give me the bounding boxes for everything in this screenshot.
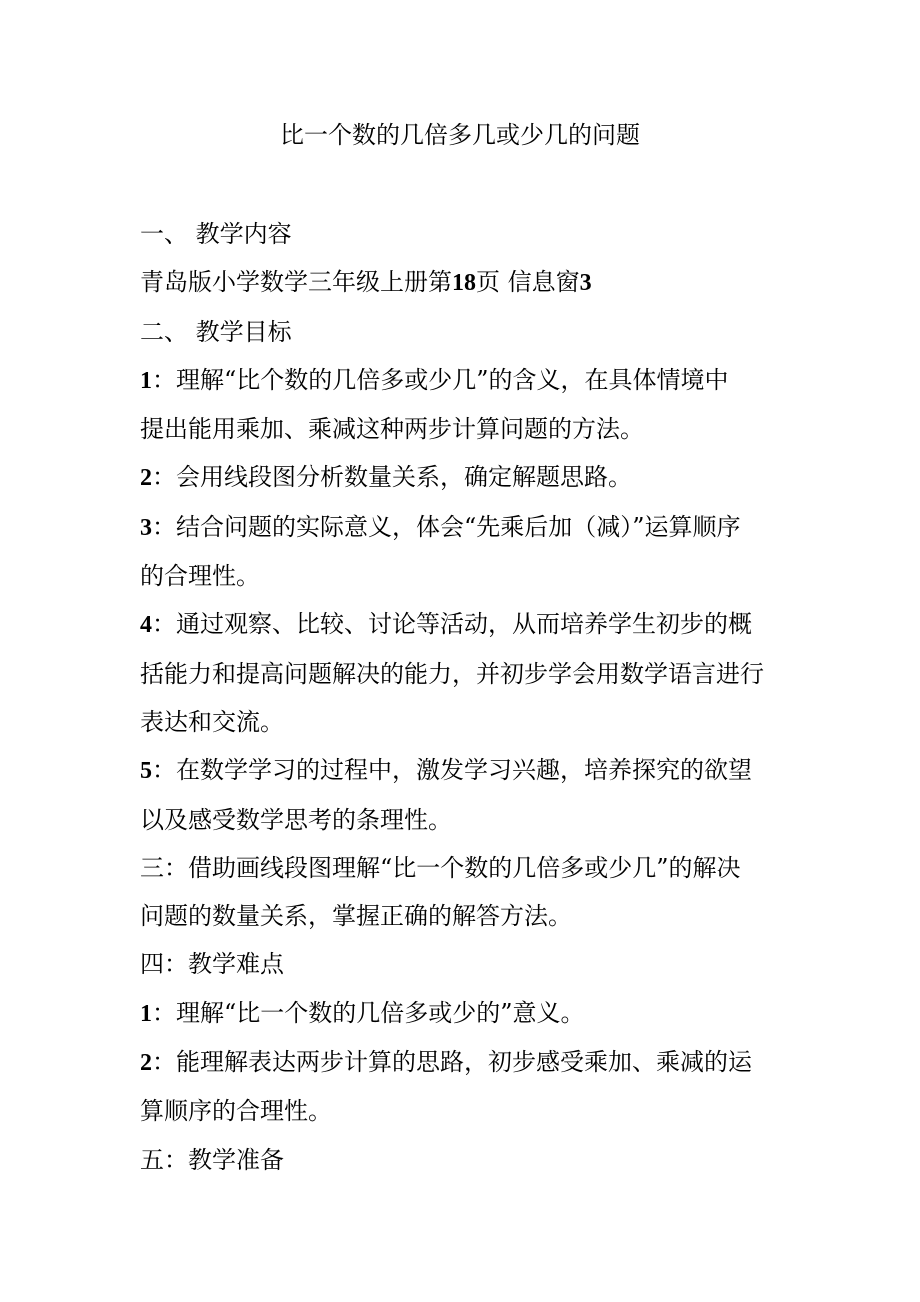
difficulty-item-1: 1：理解“比一个数的几倍多或少的”意义。 [140,998,585,1027]
document-title: 比一个数的几倍多几或少几的问题 [280,121,640,149]
goal-item-2: 2：会用线段图分析数量关系，确定解题思路。 [140,463,632,492]
goal-item-4-cont2: 表达和交流。 [140,707,284,736]
section-heading-goals: 二、 教学目标 [140,317,292,346]
section-heading-content: 一、 教学内容 [140,220,292,248]
goal-item-1-cont: 提出能用乘加、乘减这种两步计算问题的方法。 [140,415,644,444]
goal-item-1: 1：理解“比个数的几倍多或少几”的含义，在具体情境中 [140,365,729,394]
section-heading-preparation: 五：教学准备 [140,1145,284,1174]
textbook-reference: 青岛版小学数学三年级上册第18页 信息窗3 [140,268,592,297]
goal-item-4: 4：通过观察、比较、讨论等活动，从而培养学生初步的概 [140,610,752,639]
section-key-points: 三：借助画线段图理解“比一个数的几倍多或少几”的解决 [140,853,741,882]
difficulty-item-2-cont: 算顺序的合理性。 [140,1097,332,1126]
goal-item-3: 3：结合问题的实际意义，体会“先乘后加（减）”运算顺序 [140,512,741,541]
document-body [140,210,790,1184]
goal-item-3-cont: 的合理性。 [140,562,260,591]
goal-item-5-cont: 以及感受数学思考的条理性。 [140,805,452,834]
section-heading-difficulties: 四：教学难点 [140,950,284,979]
section-key-points-cont: 问题的数量关系，掌握正确的解答方法。 [140,902,572,931]
difficulty-item-2: 2：能理解表达两步计算的思路，初步感受乘加、乘减的运 [140,1048,752,1077]
goal-item-4-cont: 括能力和提高问题解决的能力，并初步学会用数学语言进行 [140,659,764,688]
goal-item-5: 5：在数学学习的过程中，激发学习兴趣，培养探究的欲望 [140,756,752,785]
